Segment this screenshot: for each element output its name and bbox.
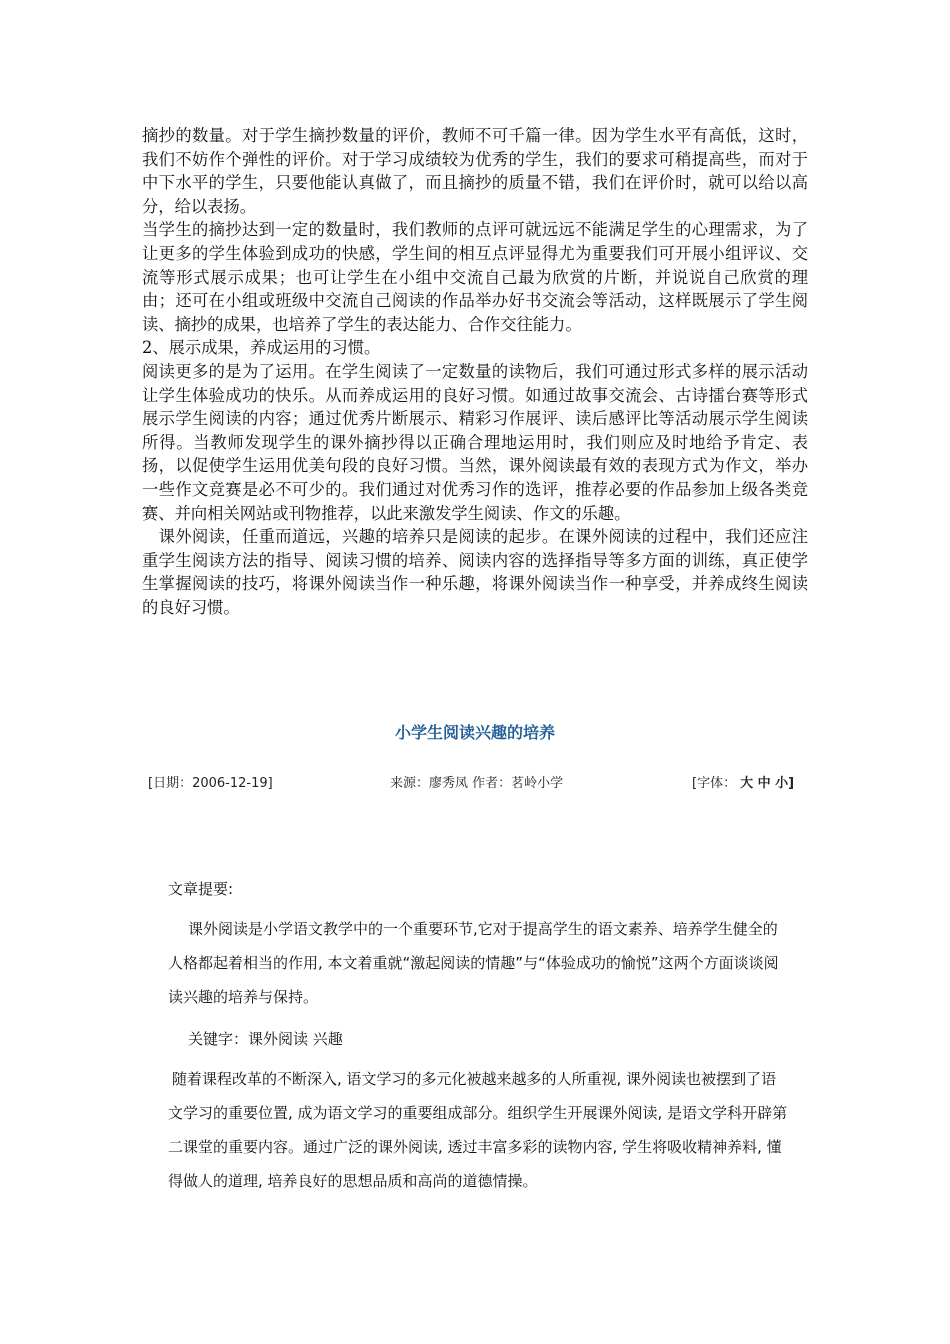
keywords bbox=[168, 1022, 788, 1056]
font-size-selector bbox=[692, 772, 794, 791]
article-continuation bbox=[142, 124, 808, 619]
paragraph: 阅读更多的是为了运用。在学生阅读了一定数量的读物后，我们可通过形式多样的展示活动让学生体验成功的快乐。从而养成运用的良好习惯。如通过故事交流会、古诗擂台赛等形式展示学生阅读的内容；通过优秀片断展示、精彩习作展评、读后感评比等活动展示学生阅读所得。当教师发现学生的课外摘抄得以正确合理地运用时，我们则应及时地给予肯定、表扬，以促使学生运用优美句段的良好习惯。当然，课外阅读最有效的表现方式为作文，举办一些作文竞赛是必不可少的。我们通过对优秀习作的选评，推荐必要的作品参加上级各类竞赛、并向相关网站或刊物推荐，以此来激发学生阅读、作文的乐趣。 bbox=[142, 361, 808, 523]
paragraph: 摘抄的数量。对于学生摘抄数量的评价，教师不可千篇一律。因为学生水平有高低，这时，我们不妨作个弹性的评价。对于学习成绩较为优秀的学生，我们的要求可稍提高些，而对于中下水平的学生，只要他能认真做了，而且摘抄的质量不错，我们在评价时，就可以给以高分，给以表扬。 bbox=[142, 126, 808, 216]
paragraph: 当学生的摘抄达到一定的数量时，我们教师的点评可就远远不能满足学生的心理需求，为了让更多的学生体验到成功的快感，学生间的相互点评显得尤为重要我们可开展小组评议、交流等形式展示成果；也可让学生在小组中交流自己最为欣赏的片断，并说说自己欣赏的理由；还可在小组或班级中交流自己阅读的作品举办好书交流会等活动，这样既展示了学生阅读、摘抄的成果，也培养了学生的表达能力、合作交往能力。 bbox=[142, 220, 808, 334]
summary-label bbox=[168, 872, 788, 906]
font-size-label: [字体： bbox=[692, 776, 737, 791]
summary-heading: 文章提要: bbox=[168, 880, 234, 898]
article-body bbox=[168, 1062, 788, 1198]
summary-text: 课外阅读是小学语文教学中的一个重要环节,它对于提高学生的语文素养、培养学生健全的人格都起着相当的作用, 本文着重就“激起阅读的情趣”与“体验成功的愉悦”这两个方面谈谈阅读兴趣的培养与保持。 bbox=[168, 920, 779, 1006]
font-size-options[interactable]: 大 中 小] bbox=[740, 776, 795, 791]
body-paragraph: 随着课程改革的不断深入, 语文学习的多元化被越来越多的人所重视, 课外阅读也被摆到了语文学习的重要位置, 成为语文学习的重要组成部分。组织学生开展课外阅读, 是语文学科开辟第二课堂的重要内容。通过广泛的课外阅读, 透过丰富多彩的读物内容, 学生将吸收精神养料, 懂得做人的道理, 培养良好的思想品质和高尚的道德情操。 bbox=[168, 1070, 788, 1190]
article-title: 小学生阅读兴趣的培养 bbox=[394, 723, 555, 742]
keywords-text: 关键字：课外阅读 兴趣 bbox=[188, 1030, 343, 1048]
article-date: [日期：2006-12-19] bbox=[148, 776, 273, 791]
summary bbox=[168, 912, 788, 1014]
paragraph: 课外阅读，任重而道远，兴趣的培养只是阅读的起步。在课外阅读的过程中，我们还应注重学生阅读方法的指导、阅读习惯的培养、阅读内容的选择指导等多方面的训练，真正使学生掌握阅读的技巧，将课外阅读当作一种乐趣，将课外阅读当作一种享受，并养成终生阅读的良好习惯。 bbox=[142, 527, 808, 617]
article-source: 来源：廖秀凤 作者：茗岭小学 bbox=[390, 776, 564, 791]
paragraph: 2、展示成果，养成运用的习惯。 bbox=[142, 338, 381, 358]
